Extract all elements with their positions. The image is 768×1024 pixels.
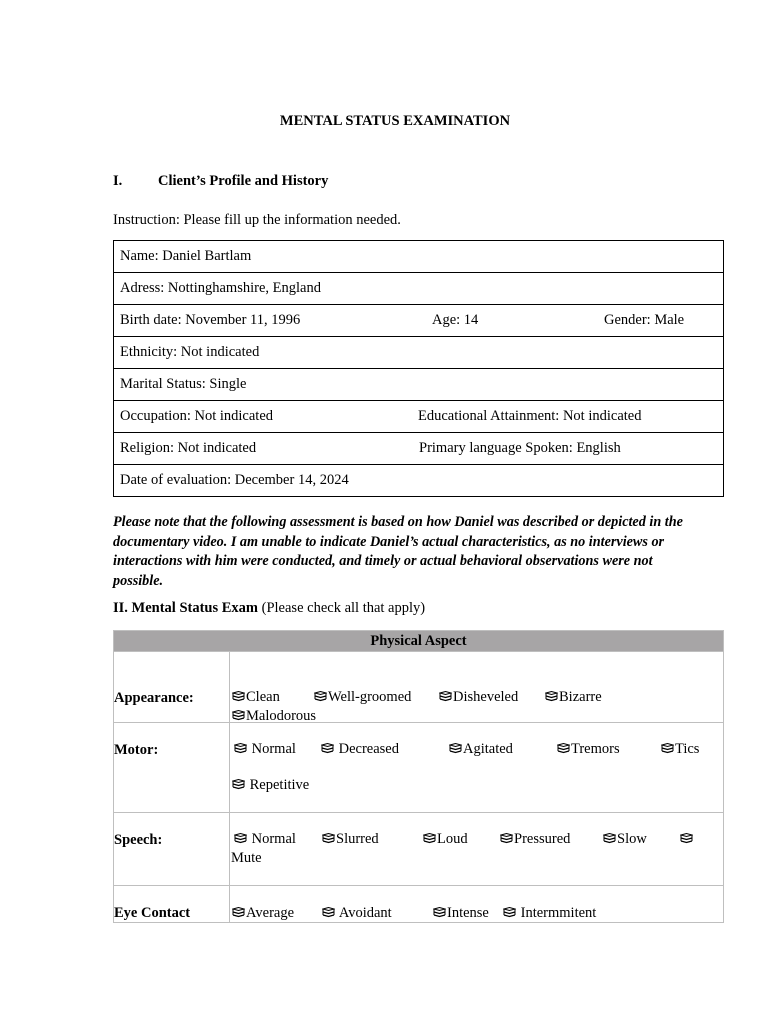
speech-option-pressured[interactable]: Pressured <box>500 831 570 848</box>
checkbox-icon <box>322 907 335 918</box>
appearance-option-disheveled[interactable]: Disheveled <box>439 689 518 706</box>
checkbox-icon <box>234 833 247 844</box>
physical-aspect-header: Physical Aspect <box>114 631 723 652</box>
section-1-number: I. <box>113 173 123 189</box>
checkbox-icon <box>557 743 570 754</box>
checkbox-icon <box>661 743 674 754</box>
motor-option-tremors[interactable]: Tremors <box>557 741 620 758</box>
checkbox-icon <box>680 833 693 844</box>
motor-option-agitated[interactable]: Agitated <box>449 741 513 758</box>
religion-field[interactable]: Religion: Not indicated <box>120 440 257 456</box>
speech-option-loud[interactable]: Loud <box>423 831 468 848</box>
eye-option-intense[interactable]: Intense <box>433 905 489 922</box>
appearance-option-clean[interactable]: Clean <box>232 689 280 706</box>
speech-option-mute-label: Mute <box>231 850 262 866</box>
appearance-label: Appearance: <box>114 690 194 706</box>
occupation-education-row <box>114 401 724 433</box>
speech-row <box>114 813 723 886</box>
checkbox-icon <box>503 907 516 918</box>
instruction-text: Instruction: Please fill up the information needed. <box>113 212 401 228</box>
eye-option-average[interactable]: Average <box>232 905 294 922</box>
checkbox-icon <box>423 833 436 844</box>
section-1-heading <box>113 173 328 190</box>
checkbox-icon <box>321 743 334 754</box>
motor-label: Motor: <box>114 742 159 758</box>
appearance-option-well-groomed[interactable]: Well-groomed <box>314 689 411 706</box>
checkbox-icon <box>439 691 452 702</box>
language-field[interactable]: Primary language Spoken: English <box>419 440 621 456</box>
speech-option-slow[interactable]: Slow <box>603 831 647 848</box>
name-cell[interactable]: Name: Daniel Bartlam <box>114 241 724 273</box>
speech-option-mute-checkbox[interactable] <box>680 831 694 848</box>
speech-option-slurred[interactable]: Slurred <box>322 831 379 848</box>
religion-language-row <box>114 433 724 465</box>
checkbox-icon <box>433 907 446 918</box>
gender-field[interactable]: Gender: Male <box>604 312 685 328</box>
speech-option-normal[interactable]: Normal <box>234 831 296 848</box>
section-1-title: Client’s Profile and History <box>158 173 329 189</box>
checkbox-icon <box>234 743 247 754</box>
appearance-option-bizarre[interactable]: Bizarre <box>545 689 602 706</box>
checkbox-icon <box>449 743 462 754</box>
eye-option-intermmitent[interactable]: Intermmitent <box>503 905 596 922</box>
motor-option-repetitive[interactable]: Repetitive <box>232 777 309 794</box>
ethnicity-cell[interactable]: Ethnicity: Not indicated <box>114 337 724 369</box>
education-field[interactable]: Educational Attainment: Not indicated <box>418 408 642 424</box>
client-profile-table <box>113 240 724 497</box>
age-field[interactable]: Age: 14 <box>432 312 479 328</box>
checkbox-icon <box>232 907 245 918</box>
motor-option-tics[interactable]: Tics <box>661 741 699 758</box>
section-2-title: II. Mental Status Exam <box>113 600 259 616</box>
eye-option-avoidant[interactable]: Avoidant <box>322 905 392 922</box>
checkbox-icon <box>232 710 245 721</box>
motor-option-normal[interactable]: Normal <box>234 741 296 758</box>
checkbox-icon <box>322 833 335 844</box>
checkbox-icon <box>232 691 245 702</box>
motor-row <box>114 723 723 813</box>
eye-contact-row <box>114 886 723 922</box>
checkbox-icon <box>232 779 245 790</box>
motor-option-decreased[interactable]: Decreased <box>321 741 399 758</box>
birth-date-field[interactable]: Birth date: November 11, 1996 <box>120 312 301 328</box>
mental-status-exam-table <box>113 630 724 923</box>
appearance-option-malodorous[interactable]: Malodorous <box>232 708 316 725</box>
section-2-subtitle: (Please check all that apply) <box>258 600 426 616</box>
checkbox-icon <box>603 833 616 844</box>
document-title: MENTAL STATUS EXAMINATION <box>279 113 511 129</box>
section-2-heading <box>113 600 425 617</box>
assessment-note: Please note that the following assessment is based on how Daniel was described or depicted in the documentary video. I am unable to indicate Daniel’s actual characteristics, as no interviews or interactions with him were conducted, and timely or actual behavioral observations were not possible. <box>113 514 683 589</box>
address-cell[interactable]: Adress: Nottinghamshire, England <box>114 273 724 305</box>
occupation-field[interactable]: Occupation: Not indicated <box>120 408 274 424</box>
eye-contact-label: Eye Contact <box>114 905 191 921</box>
appearance-row <box>114 652 723 723</box>
checkbox-icon <box>500 833 513 844</box>
checkbox-icon <box>314 691 327 702</box>
evaluation-date-cell[interactable]: Date of evaluation: December 14, 2024 <box>114 465 724 497</box>
speech-label: Speech: <box>114 832 163 848</box>
birth-age-gender-row <box>114 305 724 337</box>
checkbox-icon <box>545 691 558 702</box>
marital-status-cell[interactable]: Marital Status: Single <box>114 369 724 401</box>
